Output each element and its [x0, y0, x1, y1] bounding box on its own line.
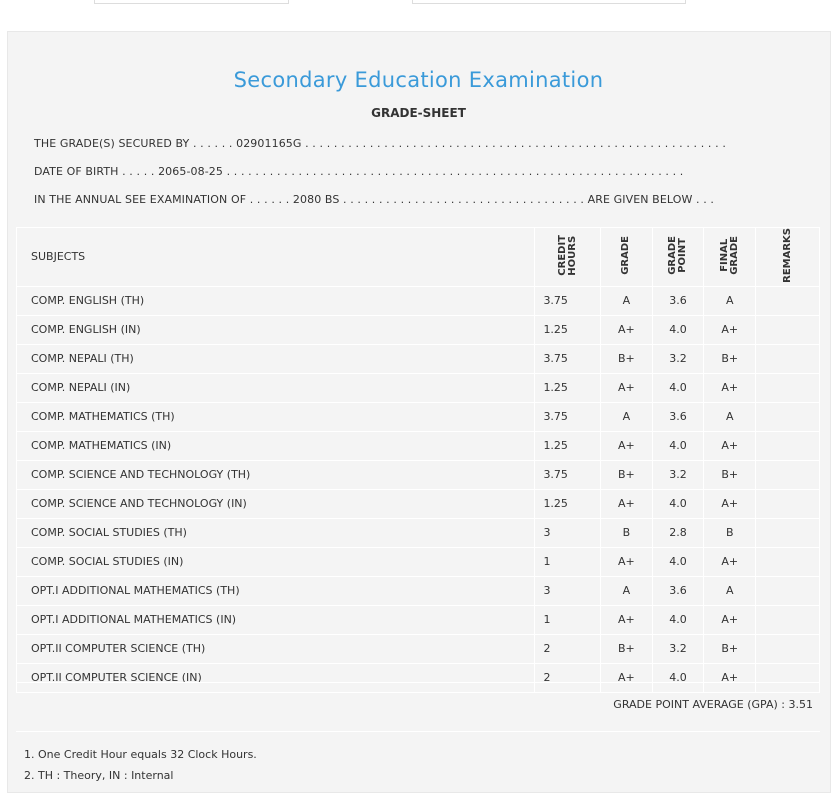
grade-cell: A+	[601, 431, 653, 460]
top-input-box-right	[412, 0, 686, 4]
remarks-cell	[756, 518, 820, 547]
final-grade-cell: B+	[704, 460, 756, 489]
subject-cell: OPT.I ADDITIONAL MATHEMATICS (IN)	[17, 605, 535, 634]
table-row	[17, 605, 820, 634]
credit-hours-cell: 3.75	[535, 344, 601, 373]
grade-sheet-subtitle: GRADE-SHEET	[371, 106, 466, 120]
header-credit-hours: CREDIT HOURS	[535, 228, 601, 287]
final-grade-cell: A+	[704, 489, 756, 518]
subject-cell: COMP. ENGLISH (IN)	[17, 315, 535, 344]
final-grade-cell: A+	[704, 605, 756, 634]
grade-point-cell: 3.2	[652, 344, 704, 373]
table-row	[17, 518, 820, 547]
remarks-cell	[756, 373, 820, 402]
grades-table	[16, 227, 820, 693]
subject-cell: COMP. MATHEMATICS (IN)	[17, 431, 535, 460]
grade-point-cell: 4.0	[652, 663, 704, 692]
final-grade-cell: A	[704, 286, 756, 315]
header-grade: GRADE	[601, 228, 653, 287]
grade-point-cell: 4.0	[652, 315, 704, 344]
credit-hours-cell: 1	[535, 605, 601, 634]
credit-hours-cell: 3	[535, 576, 601, 605]
table-row	[17, 402, 820, 431]
header-grade-point: GRADE POINT	[652, 228, 704, 287]
subject-cell: COMP. NEPALI (TH)	[17, 344, 535, 373]
subject-cell: COMP. NEPALI (IN)	[17, 373, 535, 402]
grade-point-cell: 4.0	[652, 489, 704, 518]
final-grade-cell: B+	[704, 634, 756, 663]
grade-cell: B+	[601, 460, 653, 489]
remarks-cell	[756, 315, 820, 344]
grade-point-cell: 3.6	[652, 576, 704, 605]
remarks-cell	[756, 547, 820, 576]
grade-point-cell: 4.0	[652, 547, 704, 576]
credit-hours-cell: 3.75	[535, 402, 601, 431]
remarks-cell	[756, 431, 820, 460]
final-grade-cell: A+	[704, 315, 756, 344]
final-grade-cell: A+	[704, 663, 756, 692]
table-row	[17, 431, 820, 460]
grade-cell: A	[601, 286, 653, 315]
grade-cell: A	[601, 402, 653, 431]
table-row	[17, 547, 820, 576]
remarks-cell	[756, 460, 820, 489]
grade-cell: A+	[601, 605, 653, 634]
table-row	[17, 315, 820, 344]
header-remarks: REMARKS	[756, 228, 820, 287]
subject-cell: COMP. MATHEMATICS (TH)	[17, 402, 535, 431]
subject-cell: OPT.I ADDITIONAL MATHEMATICS (TH)	[17, 576, 535, 605]
credit-hours-cell: 1.25	[535, 489, 601, 518]
final-grade-cell: A+	[704, 547, 756, 576]
table-row	[17, 634, 820, 663]
subject-cell: COMP. SOCIAL STUDIES (IN)	[17, 547, 535, 576]
credit-hours-cell: 1	[535, 547, 601, 576]
remarks-cell	[756, 489, 820, 518]
remarks-cell	[756, 344, 820, 373]
exam-title: Secondary Education Examination	[233, 68, 604, 92]
credit-hours-cell: 1.25	[535, 315, 601, 344]
credit-hours-cell: 1.25	[535, 431, 601, 460]
grade-point-cell: 4.0	[652, 373, 704, 402]
table-row	[17, 489, 820, 518]
final-grade-cell: B+	[704, 344, 756, 373]
final-grade-cell: A	[704, 576, 756, 605]
final-grade-cell: A	[704, 402, 756, 431]
remarks-cell	[756, 402, 820, 431]
subject-cell: COMP. SCIENCE AND TECHNOLOGY (TH)	[17, 460, 535, 489]
credit-hours-cell: 3.75	[535, 286, 601, 315]
grade-point-cell: 3.2	[652, 460, 704, 489]
grade-cell: A+	[601, 373, 653, 402]
subject-cell: OPT.II COMPUTER SCIENCE (TH)	[17, 634, 535, 663]
note-item: 1. One Credit Hour equals 32 Clock Hours.	[24, 748, 257, 761]
secured-by-line: THE GRADE(S) SECURED BY . . . . . . 02901165G . . . . . . . . . . . . . . . . . . . . . . . . . . . . . . . . . . . . . . . . . . . . . . . . . . . . . . . . . . .	[34, 137, 726, 150]
table-row	[17, 460, 820, 489]
grade-cell: A+	[601, 315, 653, 344]
grade-point-cell: 2.8	[652, 518, 704, 547]
credit-hours-cell: 3.75	[535, 460, 601, 489]
exam-line: IN THE ANNUAL SEE EXAMINATION OF . . . . . . 2080 BS . . . . . . . . . . . . . . . . . . . . . . . . . . . . . . . . . . ARE GIVEN BELOW . . .	[34, 193, 715, 206]
header-final-grade: FINAL GRADE	[704, 228, 756, 287]
final-grade-cell: A+	[704, 431, 756, 460]
remarks-cell	[756, 286, 820, 315]
subject-cell: OPT.II COMPUTER SCIENCE (IN)	[17, 663, 535, 692]
date-of-birth-line: DATE OF BIRTH . . . . . 2065-08-25 . . . . . . . . . . . . . . . . . . . . . . . . . . . . . . . . . . . . . . . . . . . . . . . . . . . . . . . . . . . . . . . .	[34, 165, 684, 178]
subject-cell: COMP. SOCIAL STUDIES (TH)	[17, 518, 535, 547]
table-row	[17, 373, 820, 402]
table-row	[17, 576, 820, 605]
grade-cell: A	[601, 576, 653, 605]
header-subjects: SUBJECTS	[17, 228, 535, 287]
credit-hours-cell: 2	[535, 663, 601, 692]
final-grade-cell: A+	[704, 373, 756, 402]
remarks-cell	[756, 634, 820, 663]
grade-point-cell: 4.0	[652, 605, 704, 634]
grade-cell: A+	[601, 663, 653, 692]
grade-cell: B+	[601, 634, 653, 663]
table-row	[17, 344, 820, 373]
top-input-box-left	[94, 0, 289, 4]
grade-point-cell: 3.2	[652, 634, 704, 663]
grade-cell: B	[601, 518, 653, 547]
grade-point-cell: 3.6	[652, 286, 704, 315]
credit-hours-cell: 2	[535, 634, 601, 663]
gpa-value: GRADE POINT AVERAGE (GPA) : 3.51	[613, 698, 813, 711]
final-grade-cell: B	[704, 518, 756, 547]
grade-cell: B+	[601, 344, 653, 373]
note-item: 2. TH : Theory, IN : Internal	[24, 769, 174, 782]
grade-point-cell: 3.6	[652, 402, 704, 431]
table-row	[17, 286, 820, 315]
credit-hours-cell: 1.25	[535, 373, 601, 402]
subject-cell: COMP. SCIENCE AND TECHNOLOGY (IN)	[17, 489, 535, 518]
remarks-cell	[756, 576, 820, 605]
credit-hours-cell: 3	[535, 518, 601, 547]
remarks-cell	[756, 605, 820, 634]
grade-cell: A+	[601, 489, 653, 518]
subject-cell: COMP. ENGLISH (TH)	[17, 286, 535, 315]
table-header-row	[17, 228, 820, 287]
grade-point-cell: 4.0	[652, 431, 704, 460]
grade-cell: A+	[601, 547, 653, 576]
